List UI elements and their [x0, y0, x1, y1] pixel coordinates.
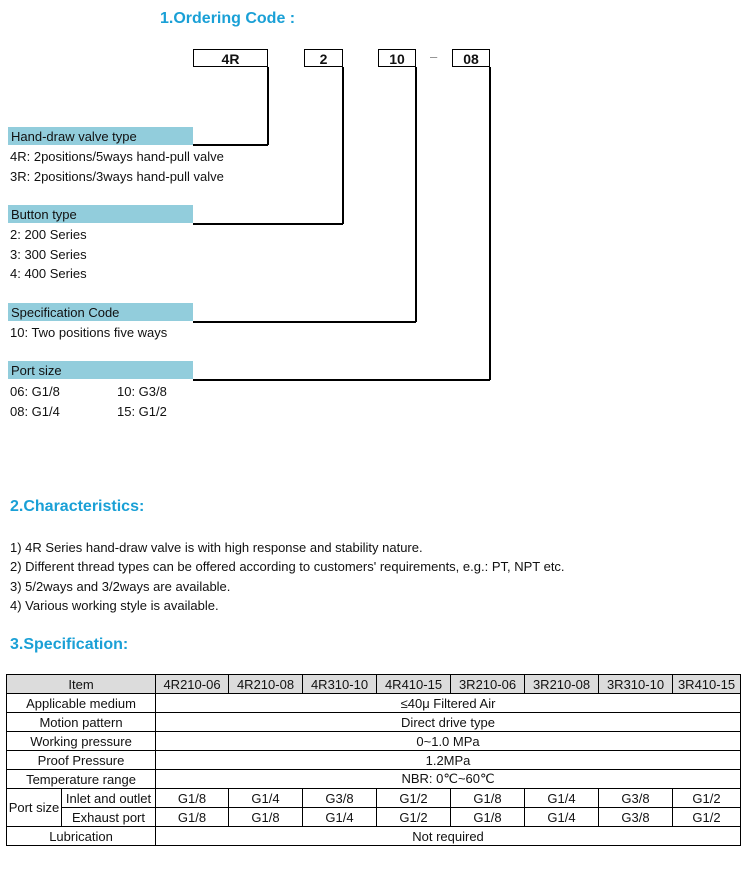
- model-header: 3R410-15: [673, 675, 741, 694]
- port-size-option: 15: G1/2: [117, 404, 167, 419]
- characteristic-item: 1) 4R Series hand-draw valve is with high response and stability nature.: [10, 540, 423, 555]
- port-size-option: 08: G1/4: [10, 404, 60, 419]
- code-box-port-size: 08: [452, 49, 490, 67]
- inlet-value: G1/4: [525, 789, 599, 808]
- row-value: 0~1.0 MPa: [156, 732, 741, 751]
- characteristic-item: 3) 5/2ways and 3/2ways are available.: [10, 579, 231, 594]
- inlet-value: G3/8: [599, 789, 673, 808]
- button-type-option: 2: 200 Series: [10, 227, 87, 242]
- valve-type-option: 4R: 2positions/5ways hand-pull valve: [10, 149, 224, 164]
- inlet-value: G3/8: [303, 789, 377, 808]
- table-row: [7, 713, 741, 732]
- exhaust-value: G1/2: [377, 808, 451, 827]
- connector-line: [193, 321, 416, 323]
- row-label: Motion pattern: [7, 713, 156, 732]
- port-size-option: 10: G3/8: [117, 384, 167, 399]
- exhaust-value: G1/4: [525, 808, 599, 827]
- row-label: Working pressure: [7, 732, 156, 751]
- code-separator: –: [430, 49, 438, 64]
- exhaust-value: G3/8: [599, 808, 673, 827]
- table-row: [7, 694, 741, 713]
- inlet-value: G1/8: [156, 789, 229, 808]
- row-label: Lubrication: [7, 827, 156, 846]
- table-row: [7, 827, 741, 846]
- code-box-valve-type: 4R: [193, 49, 268, 67]
- characteristic-item: 4) Various working style is available.: [10, 598, 219, 613]
- row-label: Proof Pressure: [7, 751, 156, 770]
- port-size-label: Port size: [7, 789, 62, 827]
- row-value: NBR: 0℃~60℃: [156, 770, 741, 789]
- specification-heading: 3.Specification:: [10, 636, 129, 653]
- exhaust-value: G1/8: [229, 808, 303, 827]
- row-value: ≤40μ Filtered Air: [156, 694, 741, 713]
- inlet-value: G1/8: [451, 789, 525, 808]
- characteristics-heading: 2.Characteristics:: [10, 498, 145, 515]
- exhaust-value: G1/2: [673, 808, 741, 827]
- table-row: [7, 732, 741, 751]
- connector-line: [489, 67, 491, 380]
- inlet-value: G1/2: [377, 789, 451, 808]
- row-value: Not required: [156, 827, 741, 846]
- exhaust-value: G1/8: [451, 808, 525, 827]
- button-type-option: 4: 400 Series: [10, 266, 87, 281]
- item-header: Item: [7, 675, 156, 694]
- table-row: [7, 770, 741, 789]
- table-row: [7, 789, 741, 808]
- section-title-valve-type: Hand-draw valve type: [8, 127, 193, 145]
- connector-line: [193, 379, 490, 381]
- spec-code-option: 10: Two positions five ways: [10, 325, 168, 340]
- specification-table: [6, 674, 741, 846]
- connector-line: [415, 67, 417, 322]
- table-header-row: [7, 675, 741, 694]
- table-row: [7, 751, 741, 770]
- inlet-value: G1/2: [673, 789, 741, 808]
- inlet-label: Inlet and outlet: [62, 789, 156, 808]
- model-header: 4R210-06: [156, 675, 229, 694]
- row-value: 1.2MPa: [156, 751, 741, 770]
- exhaust-value: G1/8: [156, 808, 229, 827]
- exhaust-value: G1/4: [303, 808, 377, 827]
- button-type-option: 3: 300 Series: [10, 247, 87, 262]
- inlet-value: G1/4: [229, 789, 303, 808]
- ordering-code-heading: 1.Ordering Code :: [160, 10, 296, 27]
- model-header: 3R310-10: [599, 675, 673, 694]
- exhaust-label: Exhaust port: [62, 808, 156, 827]
- section-title-port-size: Port size: [8, 361, 193, 379]
- row-label: Applicable medium: [7, 694, 156, 713]
- valve-type-option: 3R: 2positions/3ways hand-pull valve: [10, 169, 224, 184]
- row-value: Direct drive type: [156, 713, 741, 732]
- connector-line: [193, 144, 268, 146]
- model-header: 4R410-15: [377, 675, 451, 694]
- model-header: 4R210-08: [229, 675, 303, 694]
- code-box-button-type: 2: [304, 49, 343, 67]
- connector-line: [267, 67, 269, 145]
- connector-line: [342, 67, 344, 224]
- model-header: 3R210-06: [451, 675, 525, 694]
- connector-line: [193, 223, 343, 225]
- model-header: 4R310-10: [303, 675, 377, 694]
- row-label: Temperature range: [7, 770, 156, 789]
- model-header: 3R210-08: [525, 675, 599, 694]
- characteristic-item: 2) Different thread types can be offered according to customers' requirements, e.g.: PT, NPT etc.: [10, 559, 565, 574]
- port-size-option: 06: G1/8: [10, 384, 60, 399]
- table-row: [7, 808, 741, 827]
- code-box-spec-code: 10: [378, 49, 416, 67]
- section-title-button-type: Button type: [8, 205, 193, 223]
- section-title-spec-code: Specification Code: [8, 303, 193, 321]
